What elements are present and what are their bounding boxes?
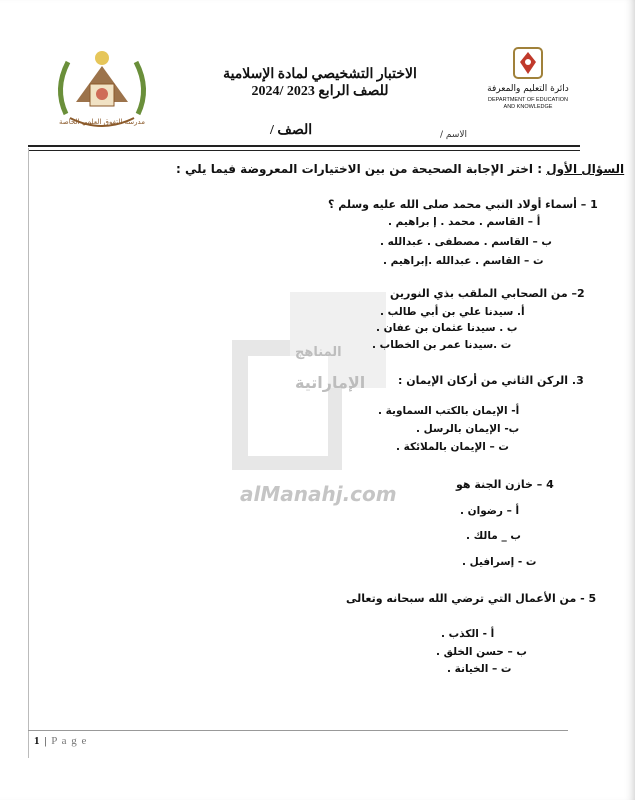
page-header (0, 22, 635, 140)
question-5-option-b: ب – حسن الخلق . (436, 646, 527, 658)
question-1-option-b: ب – القاسم . مصطفى . عبدالله . (380, 236, 552, 248)
question-1-option-a: أ – القاسم . محمد . إ براهيم . (388, 216, 541, 228)
exam-title-line2: للصف الرابع 2023 /2024 (251, 84, 389, 99)
question-1-option-c: ت – القاسم . عبدالله .إبراهيم . (383, 255, 544, 267)
watermark-text-arabic-2: الإماراتية (295, 373, 366, 392)
header-divider (28, 145, 580, 151)
section-heading-instruction: : اختر الإجابة الصحيحة من بين الاختيارات المعروضة فيما يلي : (176, 162, 547, 176)
page-number: 1 (34, 735, 41, 747)
school-logo-text: مدرسة التفوق العلمي الخاصة (59, 118, 145, 126)
section-heading-title: السؤال الأول (546, 162, 625, 176)
footer-divider (28, 730, 568, 731)
question-5: 5 - من الأعمال التي ترضي الله سبحانه وتعالى (346, 592, 597, 605)
question-2-option-b: ب . سيدنا عثمان بن عفان . (376, 322, 518, 334)
name-field-label: الاسم / (440, 130, 468, 140)
watermark-text-arabic-1: المناهج (295, 345, 342, 360)
exam-title (200, 66, 440, 101)
page-footer: 1 | P a g e (34, 735, 88, 747)
question-3-option-c: ت – الإيمان بالملائكة . (396, 441, 509, 453)
question-3-option-b: ب- الإيمان بالرسل . (416, 423, 520, 435)
question-4-option-a: أ – رضوان . (460, 505, 520, 517)
watermark-text: alManahj.com (240, 482, 397, 506)
page-word: P a g e (51, 735, 88, 747)
class-field-label: الصف / (270, 123, 313, 138)
question-2-option-c: ت .سيدنا عمر بن الخطاب . (372, 339, 512, 351)
education-department-logo (478, 42, 578, 122)
department-name-english: DEPARTMENT OF EDUCATION AND KNOWLEDGE (488, 97, 568, 110)
exam-title-line1: الاختبار التشخيصي لمادة الإسلامية (223, 67, 417, 82)
question-3: 3. الركن الثاني من أركان الإيمان : (398, 374, 584, 387)
department-name-arabic: دائرة التعليم والمعرفة (487, 84, 569, 94)
question-5-option-a: أ - الكذب . (441, 628, 495, 640)
question-4: 4 – خازن الجنة هو (456, 478, 554, 491)
school-logo (46, 44, 158, 136)
question-1: 1 – أسماء أولاد النبي محمد صلى الله عليه وسلم ؟ (328, 198, 598, 211)
question-5-option-c: ت – الخيانة . (447, 663, 512, 675)
question-3-option-a: أ- الإيمان بالكتب السماوية . (378, 405, 520, 417)
question-2-option-a: أ. سيدنا علي بن أبي طالب . (380, 306, 525, 318)
section-heading (176, 162, 624, 176)
question-2: 2– من الصحابي الملقب بذي النورين (390, 287, 585, 300)
falcon-emblem-icon (510, 42, 546, 82)
left-margin-rule (28, 148, 29, 758)
question-4-option-c: ت - إسرافيل . (462, 556, 537, 568)
question-4-option-b: ب _ مالك . (466, 530, 521, 542)
